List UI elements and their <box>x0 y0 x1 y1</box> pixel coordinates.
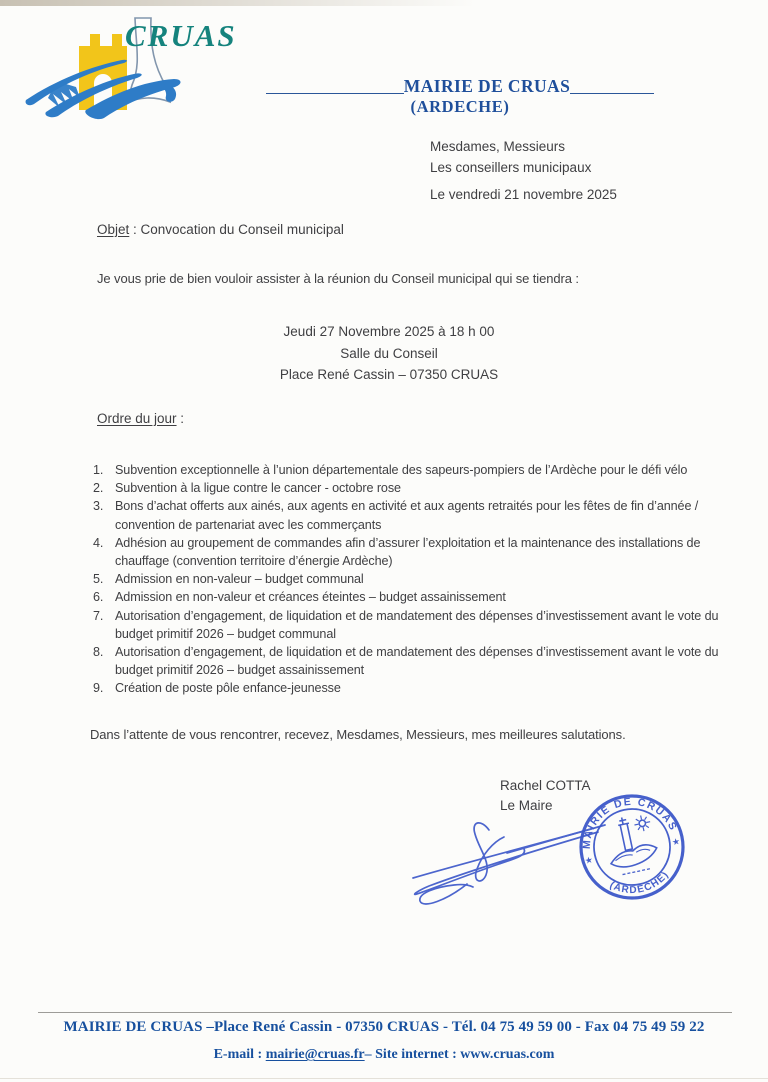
agenda-item-text: Admission en non-valeur – budget communal <box>115 572 364 587</box>
meeting-address: Place René Cassin – 07350 CRUAS <box>279 367 499 382</box>
recipient-line-1: Mesdames, Messieurs <box>430 139 566 154</box>
agenda-item <box>93 497 721 533</box>
agenda-heading-colon: : <box>176 411 185 426</box>
agenda-item-text: Subvention à la ligue contre le cancer - octobre rose <box>115 481 401 496</box>
agenda-item <box>93 607 721 643</box>
letterhead-rule-right <box>570 93 654 94</box>
stamp-bottom-text: (ARDÈCHE) <box>607 869 672 897</box>
meeting-room: Salle du Conseil <box>340 345 438 361</box>
agenda-item-text: Admission en non-valeur et créances éteintes – budget assainissement <box>115 590 506 605</box>
subject-line <box>97 222 344 237</box>
agenda-item-number: 8. <box>93 645 104 660</box>
agenda-list <box>93 461 721 698</box>
agenda-item <box>93 570 721 588</box>
agenda-item <box>93 588 721 606</box>
footer-address-line: MAIRIE DE CRUAS –Place René Cassin - 07350 CRUAS - Tél. 04 75 49 59 00 - Fax 04 75 49 59 22 <box>63 1019 705 1035</box>
scan-bottom-edge <box>0 1078 768 1079</box>
letterhead-title: MAIRIE DE CRUAS <box>403 76 571 96</box>
svg-text:MAIRIE DE CRUAS <box>577 792 680 852</box>
signatory-name: Rachel COTTA <box>500 778 591 793</box>
subject-value: : Convocation du Conseil municipal <box>129 222 344 237</box>
agenda-item-text: Autorisation d’engagement, de liquidation et de mandatement des dépenses d’investissement avant le vote du budget primitif 2026 – budget communal <box>115 608 719 641</box>
stamp-emblem-icon <box>602 812 661 877</box>
agenda-item-text: Création de poste pôle enfance-jeunesse <box>115 681 341 696</box>
footer-rule <box>38 1012 732 1013</box>
date-line: Le vendredi 21 novembre 2025 <box>430 187 617 202</box>
logo-wordmark: CRUAS <box>125 18 237 53</box>
recipient-line-2: Les conseillers municipaux <box>430 160 592 175</box>
mairie-round-stamp <box>577 792 687 902</box>
footer-email-link[interactable]: mairie@cruas.fr <box>265 1047 365 1062</box>
signatory-title: Le Maire <box>500 798 553 813</box>
letterhead-rule-left <box>266 93 404 94</box>
agenda-item-number: 5. <box>93 572 104 587</box>
agenda-item-number: 7. <box>93 608 104 623</box>
stamp-star-right-icon: ★ <box>670 836 681 848</box>
subject-label: Objet <box>97 222 130 237</box>
intro-paragraph: Je vous prie de bien vouloir assister à la réunion du Conseil municipal qui se tiendra : <box>97 271 579 286</box>
meeting-details <box>159 321 619 386</box>
agenda-item <box>93 534 721 570</box>
agenda-item-number: 3. <box>93 499 104 514</box>
footer-contact-line <box>0 1047 768 1063</box>
agenda-item-number: 6. <box>93 590 104 605</box>
footer-site-label: – Site internet : <box>364 1047 461 1062</box>
agenda-item <box>93 643 721 679</box>
cruas-logo-graphic <box>22 6 240 126</box>
footer-email-label: E-mail : <box>213 1047 266 1062</box>
stamp-top-text: MAIRIE DE CRUAS <box>580 795 680 850</box>
agenda-item <box>93 679 721 697</box>
agenda-item-number: 9. <box>93 681 104 696</box>
agenda-item-text: Autorisation d’engagement, de liquidation et de mandatement des dépenses d’investissement avant le vote du budget primitif 2026 – budget assainissement <box>115 645 719 678</box>
agenda-heading-label: Ordre du jour <box>97 411 177 426</box>
agenda-item <box>93 461 721 479</box>
closing-paragraph: Dans l’attente de vous rencontrer, recevez, Mesdames, Messieurs, mes meilleures salutations. <box>90 727 626 742</box>
cruas-logo <box>22 6 240 126</box>
agenda-item-number: 2. <box>93 481 104 496</box>
letterhead <box>240 76 680 117</box>
agenda-item <box>93 479 721 497</box>
stamp-star-left-icon: ★ <box>583 854 594 866</box>
agenda-item-text: Bons d’achat offerts aux ainés, aux agents en activité et aux agents retraités pour les fêtes de fin d’année / convention de partenariat avec les commerçants <box>115 499 699 532</box>
agenda-item-text: Subvention exceptionnelle à l’union départementale des sapeurs-pompiers de l’Ardèche pour le défi vélo <box>115 463 688 477</box>
letterhead-subtitle: (ARDECHE) <box>410 97 510 116</box>
agenda-item-text: Adhésion au groupement de commandes afin d’assurer l’exploitation et la maintenance des installations de chauffage (convention territoire d’énergie Ardèche) <box>115 535 701 569</box>
footer-site-url: www.cruas.com <box>460 1047 555 1062</box>
recipient-block <box>430 136 591 178</box>
agenda-heading <box>97 411 184 426</box>
meeting-datetime: Jeudi 27 Novembre 2025 à 18 h 00 <box>283 324 495 339</box>
agenda-item-number: 4. <box>93 535 104 550</box>
agenda-item-number: 1. <box>93 463 104 477</box>
